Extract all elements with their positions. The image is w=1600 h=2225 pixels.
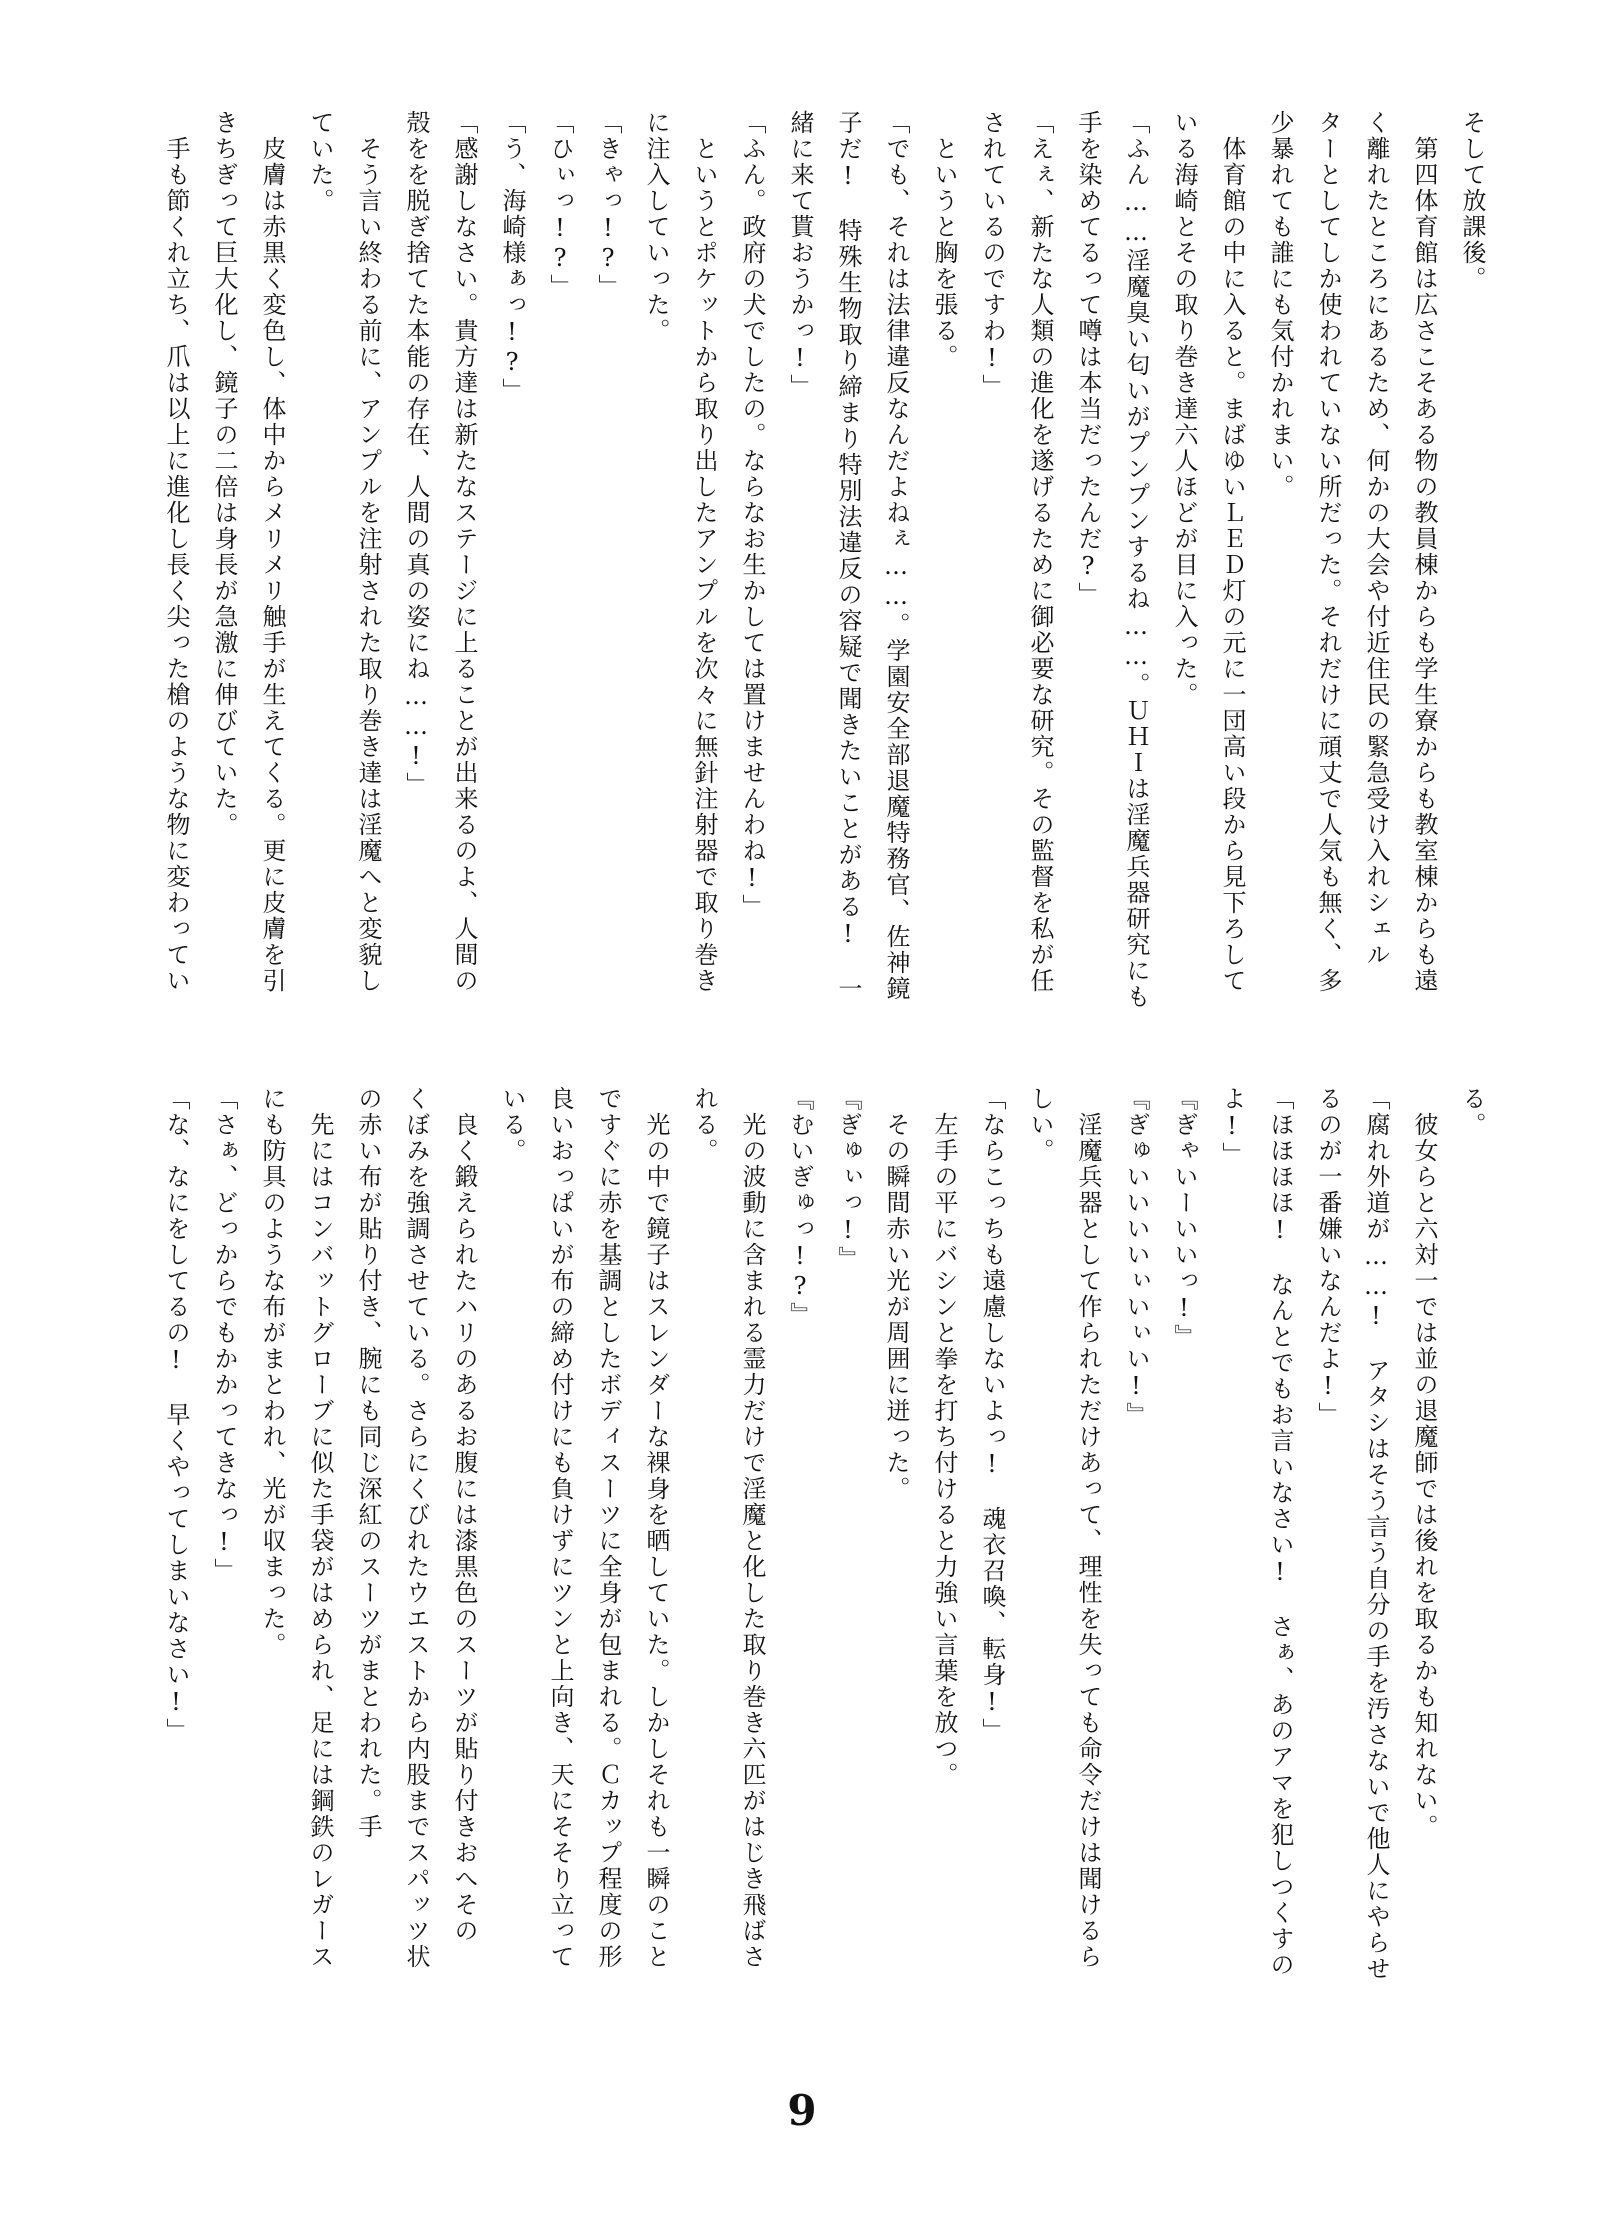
text-line: きちぎって巨大化し、鏡子の二倍は身長が急激に伸びていた。 <box>210 110 238 838</box>
text-line: いる。 <box>498 1086 526 1164</box>
text-line: 『ぎゃいーいいっ!』 <box>1170 1086 1198 1350</box>
text-line: 「な、なにをしてるの! 早くやってしまいなさい!」 <box>162 1086 190 1744</box>
text-line: 先にはコンバットグローブに似た手袋がはめられ、足には鋼鉄のレガース <box>306 1086 334 1970</box>
text-line: くぼみを強調させている。さらにくびれたウエストから内股までスパッツ状 <box>402 1086 430 1970</box>
text-line: 光の波動に含まれる霊力だけで淫魔と化した取り巻き六匹がはじき飛ばさ <box>738 1086 766 1970</box>
text-line: 第四体育館は広さこそある物の教員棟からも学生寮からも教室棟からも遠 <box>1410 110 1438 994</box>
text-line: 少暴れても誰にも気付かれまい。 <box>1266 110 1294 500</box>
text-line: 皮膚は赤黒く変色し、体中からメリメリ触手が生えてくる。更に皮膚を引 <box>258 110 286 994</box>
text-line: よ!」 <box>1218 1086 1246 1168</box>
text-line: 「でも、それは法律違反なんだよねぇ……。学園安全部退魔特務官、佐神鏡 <box>882 110 910 1002</box>
upper-text-band <box>152 110 1496 1022</box>
text-line: の赤い布が貼り付き、腕にも同じ深紅のスーツがまとわれた。手 <box>354 1086 382 1840</box>
text-line: 「ふん。政府の犬でしたの。ならなお生かしては置けませんわね!」 <box>738 110 766 920</box>
text-line: その瞬間赤い光が周囲に迸った。 <box>882 1086 910 1502</box>
text-line: 「う、海崎様ぁっ!?」 <box>498 110 526 404</box>
text-line: 「ひぃっ!?」 <box>546 110 574 300</box>
text-line: しい。 <box>1026 1086 1054 1164</box>
text-line: る。 <box>1458 1086 1486 1138</box>
text-line: 「ふん……淫魔臭い匂いがプンプンするね……。ＵＨＩは淫魔兵器研究にも <box>1122 110 1150 1010</box>
text-line: 子だ! 特殊生物取り締まり特別法違反の容疑で聞きたいことがある! 一 <box>834 110 862 1002</box>
text-line: 「腐れ外道が……! アタシはそう言う自分の手を汚さないで他人にやらせ <box>1362 1086 1390 1982</box>
text-line: 彼女らと六対一では並の退魔師では後れを取るかも知れない。 <box>1410 1086 1438 1840</box>
text-line: ですぐに赤を基調としたボディスーツに全身が包まれる。Ｃカップ程度の形 <box>594 1086 622 1970</box>
text-line: 良く鍛えられたハリのあるお腹には漆黒色のスーツが貼り付きおへその <box>450 1086 478 1944</box>
text-line: に注入していった。 <box>642 110 670 344</box>
text-line: 「えぇ、新たな人類の進化を遂げるために御必要な研究。その監督を私が任 <box>1026 110 1054 994</box>
text-line: 『ぎゅいいいいぃいぃい!』 <box>1122 1086 1150 1428</box>
text-line: 光の中で鏡子はスレンダーな裸身を晒していた。しかしそれも一瞬のこと <box>642 1086 670 1970</box>
text-line: そして放課後。 <box>1458 110 1486 292</box>
text-line: 「ほほほほ! なんとでもお言いなさい! さぁ、あのアマを犯しつくすの <box>1266 1086 1294 1978</box>
text-line: ていた。 <box>306 110 334 214</box>
text-line: 「ならこっちも遠慮しないよっ! 魂衣召喚、転身!」 <box>978 1086 1006 1744</box>
text-line: というと胸を張る。 <box>930 110 958 370</box>
text-line: 手を染めてるって噂は本当だったんだ?」 <box>1074 110 1102 608</box>
text-line: 手も節くれ立ち、爪は以上に進化し長く尖った槍のような物に変わってい <box>162 110 190 994</box>
text-line: そう言い終わる前に、アンプルを注射された取り巻き達は淫魔へと変貌し <box>354 110 382 994</box>
text-line: 「さぁ、どっからでもかかってきなっ!」 <box>210 1086 238 1584</box>
text-line: というとポケットから取り出したアンプルを次々に無針注射器で取り巻き <box>690 110 718 994</box>
text-line: 殻をを脱ぎ捨てた本能の存在、人間の真の姿にね……!」 <box>402 110 430 798</box>
text-line: 淫魔兵器として作られただけあって、理性を失っても命令だけは聞けるら <box>1074 1086 1102 1970</box>
page-number: 9 <box>787 2086 817 2135</box>
text-line: 「感謝しなさい。貴方達は新たなステージに上ることが出来るのよ、人間の <box>450 110 478 994</box>
text-line: 「きゃっ!?」 <box>594 110 622 300</box>
text-line: されているのですわ!」 <box>978 110 1006 400</box>
text-line: 『むいぎゅっ!?』 <box>786 1086 814 1328</box>
text-line: いる海崎とその取り巻き達六人ほどが目に入った。 <box>1170 110 1198 708</box>
text-line: く離れたところにあるため、何かの大会や付近住民の緊急受け入れシェル <box>1362 110 1390 968</box>
text-line: 体育館の中に入ると。まばゆいＬＥＤ灯の元に一団高い段から見下ろして <box>1218 110 1246 994</box>
text-line: 『ぎゅぃっ!』 <box>834 1086 862 1272</box>
text-line: るのが一番嫌いなんだよ!」 <box>1314 1086 1342 1428</box>
text-line: にも防具のような布がまとわれ、光が収まった。 <box>258 1086 286 1658</box>
text-line: れる。 <box>690 1086 718 1164</box>
text-line: 良いおっぱいが布の締め付けにも負けずにツンと上向き、天にそそり立って <box>546 1086 574 1970</box>
lower-text-band <box>152 1086 1496 2006</box>
text-line: ターとしてしか使われていない所だった。それだけに頑丈で人気も無く、多 <box>1314 110 1342 994</box>
text-line: 左手の平にバシンと拳を打ち付けると力強い言葉を放つ。 <box>930 1086 958 1788</box>
text-line: 緒に来て貰おうかっ!」 <box>786 110 814 400</box>
